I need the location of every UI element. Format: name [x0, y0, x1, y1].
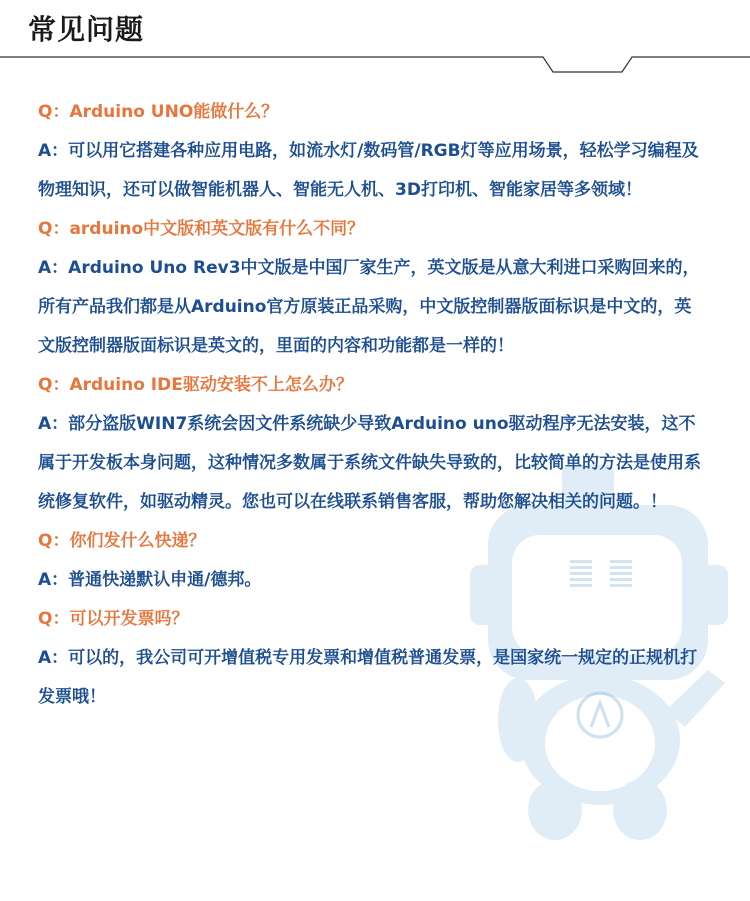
page-title: 常见问题 [28, 13, 145, 46]
faq-question: Q：可以开发票吗？ [38, 609, 189, 629]
faq-answer: A：可以的，我公司可开增值税专用发票和增值税普通发票，是国家统一规定的正规机打发票哦！ [38, 648, 698, 707]
faq-list [38, 93, 708, 717]
faq-question: Q：arduino中文版和英文版有什么不同？ [38, 219, 365, 239]
header-divider [0, 50, 750, 80]
faq-answer: A：Arduino Uno Rev3中文版是中国厂家生产，英文版是从意大利进口采购回来的，所有产品我们都是从Arduino官方原装正品采购，中文版控制器版面标识是中文的，英文版控制器版面标识是英文的，里面的内容和功能都是一样的！ [38, 258, 700, 356]
faq-answer: A：可以用它搭建各种应用电路，如流水灯/数码管/RGB灯等应用场景，轻松学习编程及物理知识，还可以做智能机器人、智能无人机、3D打印机、智能家居等多领域！ [38, 141, 699, 200]
faq-question: Q：你们发什么快递？ [38, 531, 206, 551]
faq-question: Q：Arduino UNO能做什么？ [38, 102, 279, 122]
faq-answer: A：普通快递默认申通/德邦。 [38, 570, 262, 590]
faq-answer: A：部分盗版WIN7系统会因文件系统缺少导致Arduino uno驱动程序无法安装，这不属于开发板本身问题，这种情况多数属于系统文件缺失导致的，比较简单的方法是使用系统修复软件，如驱动精灵。您也可以在线联系销售客服，帮助您解决相关的问题。！ [38, 414, 701, 512]
faq-question: Q：Arduino IDE驱动安装不上怎么办？ [38, 375, 353, 395]
